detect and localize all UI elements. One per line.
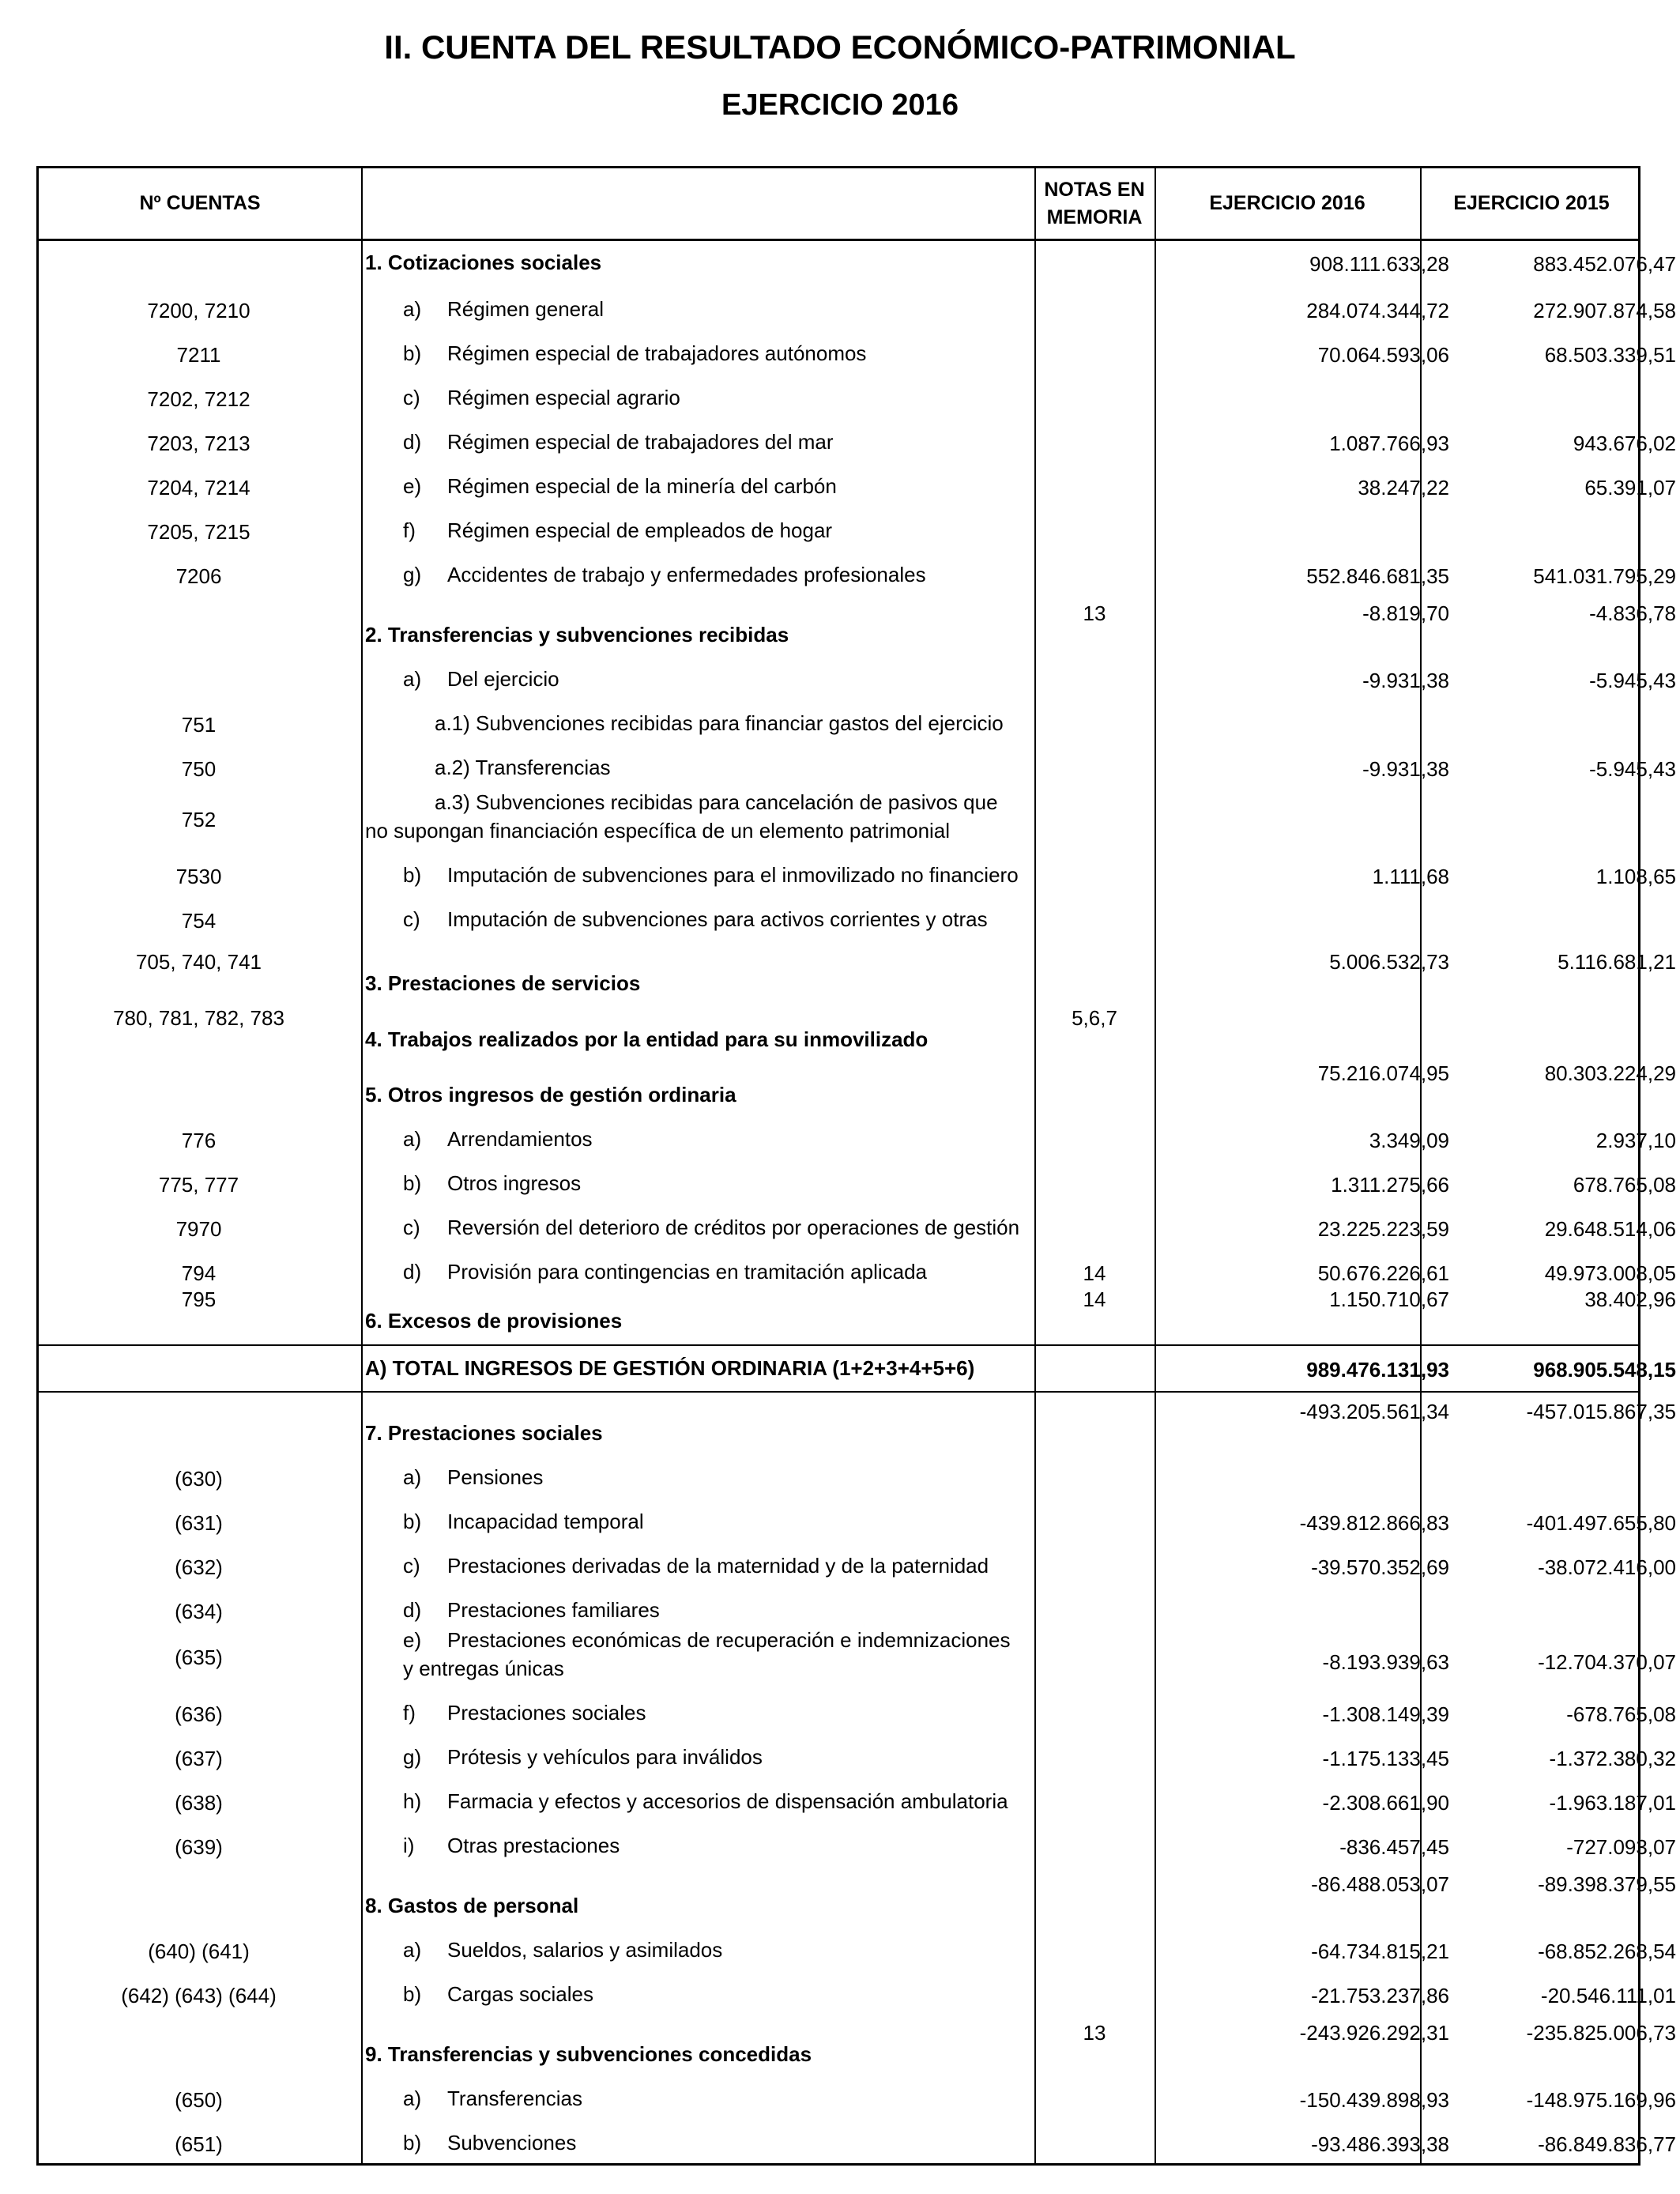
value-2015: 541.031.795,29 [1533,564,1676,588]
value-2016: -493.205.561,34 [1299,1400,1449,1423]
account-code: 751 [181,713,217,737]
header-year-2015: EJERCICIO 2015 [1453,192,1610,214]
account-code: 7202, 7212 [147,387,250,411]
table-row [39,372,1638,417]
item-text: 6. Excesos de provisiones [365,1309,623,1333]
value-2015: -401.497.655,80 [1526,1511,1676,1535]
value-2015: 5.116.681,21 [1558,950,1676,974]
item-text: Farmacia y efectos y accesorios de dispensación ambulatoria [447,1789,1008,1813]
value-2016: 5.006.532,73 [1329,950,1449,974]
value-2015: 65.391,07 [1584,476,1676,499]
item-text: 4. Trabajos realizados por la entidad para su inmovilizado [365,1027,929,1051]
value-2016: 552.846.681,35 [1306,564,1449,588]
table-row [39,1001,1638,1058]
table-row [39,1202,1676,1246]
account-code: 776 [181,1129,217,1152]
item-label [365,428,1106,456]
item-letter: c) [403,1216,420,1239]
value-2015: 943.676,02 [1573,432,1676,455]
item-label [365,2128,1106,2157]
table-row [39,790,1638,850]
table-row [39,1496,1676,1540]
item-text: Otros ingresos [447,1171,582,1195]
value-2016: 1.111,68 [1372,865,1449,888]
item-label [365,1698,1106,1727]
item-letter: b) [403,1510,422,1533]
value-2016: 23.225.223,59 [1317,1217,1449,1241]
item-label [365,2084,1106,2113]
item-label [365,1743,1106,1771]
item-letter: b) [403,2131,422,2154]
table-row [39,1585,1638,1629]
account-code: 7204, 7214 [147,476,250,499]
item-label [365,1080,1068,1109]
value-2016: 908.111.633,28 [1309,252,1449,276]
item-text: Régimen general [447,297,605,321]
item-text: 8. Gastos de personal [365,1894,579,1917]
item-label [365,1936,1106,1964]
item-text: a.3) Subvenciones recibidas para cancelación de pasivos que [435,790,998,814]
item-letter: g) [403,1745,422,1769]
value-2016: -8.193.939,63 [1322,1650,1449,1674]
table-row [39,1283,1676,1340]
account-code: 7205, 7215 [147,520,250,544]
total-row-bottom-border [39,1391,1638,1393]
table-row [39,1776,1676,1820]
item-label [365,339,1106,368]
table-row [39,2073,1676,2117]
item-text: Régimen especial de trabajadores autónomos [447,341,867,365]
item-label [365,1354,1068,1382]
item-text: Régimen especial de empleados de hogar [447,518,833,542]
account-code: 795 [181,1287,217,1311]
table-row [39,1452,1638,1496]
item-text: Régimen especial de la minería del carbón [447,474,837,498]
header-year-2016: EJERCICIO 2016 [1209,192,1365,214]
item-letter: a) [403,667,422,691]
item-label [365,2040,1068,2068]
total-row [39,1343,1676,1387]
value-2015: 2.937,10 [1595,1129,1676,1152]
item-letter: a) [403,1465,422,1489]
item-label [365,1787,1106,1815]
item-letter: c) [403,907,420,931]
value-2015: 883.452.076,47 [1533,252,1676,276]
item-text: 5. Otros ingresos de gestión ordinaria [365,1083,736,1106]
table-row [39,461,1676,505]
table-row [39,1732,1676,1776]
item-text: Otras prestaciones [447,1834,620,1857]
table-row [39,1969,1676,2013]
value-2015: 29.648.514,06 [1544,1217,1676,1241]
table-row [39,237,1676,281]
value-2016: 75.216.074,95 [1317,1061,1449,1085]
value-2016: -1.175.133,45 [1322,1747,1449,1770]
memory-note: 13 [1083,2021,1106,2045]
item-text: 2. Transferencias y subvenciones recibidas [365,623,789,647]
value-2015: 272.907.874,58 [1533,299,1676,322]
memory-note: 14 [1083,1261,1106,1285]
value-2015: -12.704.370,07 [1538,1650,1676,1674]
item-text: Arrendamientos [447,1127,593,1151]
value-2015: -89.398.379,55 [1538,1872,1676,1896]
results-table [36,166,1676,2166]
item-text: Imputación de subvenciones para el inmovilizado no financiero [447,863,1019,887]
item-text: 3. Prestaciones de servicios [365,971,641,995]
item-letter: a) [403,2087,422,2110]
header-accounts: Nº CUENTAS [139,192,261,214]
item-letter: d) [403,1598,422,1622]
item-letter: b) [403,1171,422,1195]
table-row [39,1627,1676,1687]
account-code: 7530 [175,865,222,888]
item-text: 7. Prestaciones sociales [365,1421,603,1445]
account-code: (638) [175,1791,223,1815]
item-letter: c) [403,386,420,409]
value-2015: -148.975.169,96 [1526,2088,1676,2112]
item-letter: a) [403,1127,422,1151]
value-2016: -9.931,38 [1362,757,1449,781]
item-label [365,753,1068,782]
item-text: Cargas sociales [447,1982,593,2006]
memory-note: 5,6,7 [1072,1006,1117,1030]
item-text: Imputación de subvenciones para activos corrientes y otras [447,907,988,931]
item-letter: g) [403,563,422,586]
value-2015: -86.849.836,77 [1538,2132,1676,2156]
item-label [365,516,1106,545]
account-code: 794 [181,1261,217,1285]
table-row [39,654,1676,698]
item-text: Provisión para contingencias en tramitación aplicada [447,1260,928,1284]
item-letter: b) [403,341,422,365]
value-2015: -4.836,78 [1589,601,1676,625]
value-2015: -457.015.867,35 [1526,1400,1676,1423]
item-text: Sueldos, salarios y asimilados [447,1938,723,1962]
item-letter: b) [403,1982,422,2006]
item-text: Prestaciones derivadas de la maternidad y de la paternidad [447,1554,989,1578]
item-label [365,383,1106,412]
account-code: (642) (643) (644) [121,1984,277,2007]
header-notes-line2: MEMORIA [1046,205,1143,228]
value-2016: 38.247,22 [1358,476,1449,499]
item-letter: e) [403,1628,422,1652]
item-label [365,1463,1106,1491]
item-label [365,1169,1106,1197]
value-2016: -9.931,38 [1362,669,1449,692]
item-letter: e) [403,474,422,498]
item-label [365,665,1106,693]
item-text: A) TOTAL INGRESOS DE GESTIÓN ORDINARIA (1+2+3+4+5+6) [365,1356,975,1380]
value-2016: -243.926.292,31 [1299,2021,1449,2045]
table-row [39,328,1676,372]
memory-note: 14 [1083,1287,1106,1311]
value-2015: 68.503.339,51 [1544,343,1676,367]
value-2015: -235.825.006,73 [1526,2021,1676,2045]
page-subtitle: EJERCICIO 2016 [721,89,959,122]
item-text: Prestaciones sociales [447,1701,646,1725]
item-letter: i) [403,1834,415,1857]
item-letter: c) [403,1554,420,1578]
account-code: 754 [181,909,217,933]
page-title: II. CUENTA DEL RESULTADO ECONÓMICO-PATRIMONIAL [384,28,1296,66]
header-notes-line1: NOTAS EN [1044,178,1145,201]
value-2016: 3.349,09 [1369,1129,1449,1152]
item-text: Subvenciones [447,2131,577,2154]
account-code: (650) [175,2088,223,2112]
value-2015: 38.402,96 [1584,1287,1676,1311]
value-2016: 50.676.226,61 [1317,1261,1449,1285]
account-code: 705, 740, 741 [135,950,262,974]
account-code: (640) (641) [148,1940,250,1963]
item-label [365,1419,1068,1447]
item-text: Pensiones [447,1465,544,1489]
item-label [365,861,1106,889]
value-2016: -8.819,70 [1362,601,1449,625]
item-label [365,969,1068,997]
account-code: 7970 [175,1217,222,1241]
value-2015: -38.072.416,00 [1538,1555,1676,1579]
account-code: (634) [175,1600,223,1623]
item-label [365,788,1068,845]
account-code: (636) [175,1702,223,1726]
table-row [39,505,1638,549]
table-row [39,850,1676,894]
item-label [365,1831,1106,1860]
value-2015: -1.963.187,01 [1549,1791,1676,1815]
item-text-continuation: no supongan financiación específica de un elemento patrimonial [365,819,951,843]
value-2016: 1.150.710,67 [1329,1287,1449,1311]
value-2015: -5.945,43 [1589,757,1676,781]
account-code: (639) [175,1835,223,1859]
account-code: 7200, 7210 [147,299,250,322]
item-text: Reversión del deterioro de créditos por operaciones de gestión [447,1216,1020,1239]
value-2016: -93.486.393,38 [1311,2132,1449,2156]
value-2015: -1.372.380,32 [1549,1747,1676,1770]
item-text: Transferencias [447,2087,582,2110]
account-code: 752 [181,808,217,831]
table-row [39,1868,1676,1924]
value-2016: -21.753.237,86 [1311,1984,1449,2007]
item-label [365,1125,1106,1153]
account-code: (637) [175,1747,223,1770]
table-row [39,1687,1676,1732]
value-2016: 989.476.131,93 [1306,1358,1449,1382]
item-label [365,1891,1068,1920]
item-letter: h) [403,1789,422,1813]
value-2015: -678.765,08 [1566,1702,1676,1726]
item-text: Accidentes de trabajo y enfermedades profesionales [447,563,926,586]
value-2016: 70.064.593,06 [1317,343,1449,367]
item-label [365,1507,1106,1536]
value-2016: -150.439.898,93 [1299,2088,1449,2112]
item-label [365,620,1068,649]
table-row [39,1158,1676,1202]
table-row [39,597,1676,654]
account-code: (630) [175,1467,223,1491]
item-letter: d) [403,1260,422,1284]
value-2016: -1.308.149,39 [1322,1702,1449,1726]
item-label [365,1626,1106,1683]
value-2015: 968.905.548,15 [1533,1358,1676,1382]
account-code: (651) [175,2132,223,2156]
item-text: Régimen especial de trabajadores del mar [447,430,834,454]
table-row [39,1114,1676,1158]
item-label [365,295,1106,323]
account-code: (635) [175,1646,223,1669]
item-text: Del ejercicio [447,667,559,691]
item-label [365,1213,1106,1242]
value-2016: 1.087.766,93 [1329,432,1449,455]
table-row [39,945,1676,1002]
value-2016: -836.457,45 [1339,1835,1449,1859]
item-text: Régimen especial agrario [447,386,680,409]
memory-note: 13 [1083,601,1106,625]
account-code: 7211 [176,343,221,367]
account-code: 750 [181,757,217,781]
value-2016: -2.308.661,90 [1322,1791,1449,1815]
table-row [39,1057,1676,1114]
table-row [39,1820,1676,1864]
table-row [39,284,1676,328]
item-letter: a) [403,297,422,321]
item-text: 1. Cotizaciones sociales [365,251,602,274]
value-2015: -68.852.268,54 [1538,1940,1676,1963]
value-2015: 80.303.224,29 [1544,1061,1676,1085]
value-2015: 49.973.008,05 [1544,1261,1676,1285]
item-label [365,1306,1068,1335]
item-label [365,709,1068,737]
account-code: (632) [175,1555,223,1579]
table-row [39,2117,1676,2162]
item-label [365,1025,1068,1054]
table-row [39,2016,1676,2073]
value-2016: -39.570.352,69 [1311,1555,1449,1579]
table-row [39,742,1676,786]
account-code: 780, 781, 782, 783 [113,1006,284,1030]
item-text: Incapacidad temporal [447,1510,644,1533]
item-letter: d) [403,430,422,454]
item-text: a.1) Subvenciones recibidas para financiar gastos del ejercicio [435,711,1004,735]
item-text: Prótesis y vehículos para inválidos [447,1745,763,1769]
value-2015: 678.765,08 [1573,1173,1676,1197]
value-2016: 284.074.344,72 [1306,299,1449,322]
item-label [365,560,1106,589]
value-2015: -5.945,43 [1589,669,1676,692]
item-text-continuation: y entregas únicas [403,1657,564,1680]
header-notes [1034,168,1155,239]
item-label [365,248,1068,277]
item-label [365,1596,1106,1624]
item-text: 9. Transferencias y subvenciones concedidas [365,2042,812,2066]
account-code: 7206 [175,564,222,588]
table-row [39,549,1676,594]
table-row [39,698,1638,742]
table-row [39,1395,1676,1452]
value-2015: 1.108,65 [1595,865,1676,888]
table-row [39,1540,1676,1585]
account-code: 7203, 7213 [147,432,250,455]
table-row [39,894,1638,938]
item-label [365,1257,1106,1286]
item-label [365,472,1106,500]
account-code: 775, 777 [158,1173,239,1197]
item-text: Prestaciones económicas de recuperación e indemnizaciones [447,1628,1011,1652]
value-2016: -86.488.053,07 [1311,1872,1449,1896]
item-label [365,1551,1106,1580]
value-2016: -439.812.866,83 [1299,1511,1449,1535]
value-2016: -64.734.815,21 [1311,1940,1449,1963]
item-text: a.2) Transferencias [435,756,611,779]
item-label [365,1980,1106,2008]
item-letter: b) [403,863,422,887]
item-letter: f) [403,1701,416,1725]
item-text: Prestaciones familiares [447,1598,660,1622]
item-letter: a) [403,1938,422,1962]
value-2015: -727.093,07 [1566,1835,1676,1859]
account-code: (631) [175,1511,223,1535]
table-row [39,1924,1676,1969]
value-2015: -20.546.111,01 [1540,1984,1676,2007]
item-label [365,905,1106,933]
table-row [39,417,1676,461]
value-2016: 1.311.275,66 [1331,1173,1449,1197]
item-letter: f) [403,518,416,542]
